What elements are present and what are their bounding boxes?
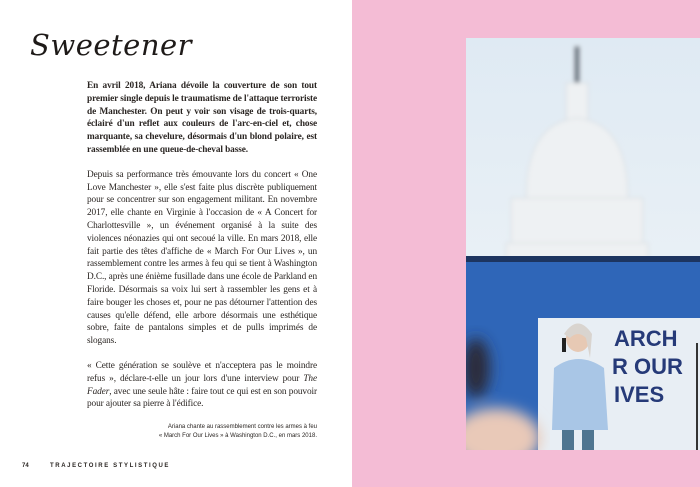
photo-caption [87, 423, 317, 441]
body-paragraph: Depuis sa performance très émouvante lors du concert « One Love Manchester », elle s'est faite plus discrète publiquement pour se concentrer sur son engagement militant. En novembre 2017, elle chante en Virginie à l'occasion de « A Concert for Charlottesville », un événement organisé à la suite des violences néonazies qui ont secoué la ville. En mars 2018, elle fait partie des têtes d'affiche de « March For Our Lives », un rassemblement contre les armes à feu qui se tient à Washington D.C., après une énième fusillade dans une école de Parkland en Floride. Désormais sa voix lui sert à rassembler les gens et à faire bouger les choses et, pour ne pas détourner l'attention des causes qu'elle défend, elle arbore désormais une esthétique sobre, faite de pantalons simples et de pulls imprimés de slogans. [87, 169, 317, 347]
quote-text-end: , avec une seule hâte : faire tout ce qui est en son pouvoir pour ajouter sa pierre à l'édifice. [87, 386, 317, 410]
page-number: 74 [22, 463, 29, 469]
sign-text: ARCH [614, 326, 678, 351]
caption-line: Ariana chante au rassemblement contre les armes à feu [167, 424, 317, 431]
concert-photo [466, 38, 700, 450]
quote-text: « Cette génération se soulève et n'acceptera pas le moindre refus », déclare-t-elle un jour lors d'une interview pour [87, 360, 317, 384]
magazine-name: The Fader [87, 373, 317, 397]
text-column [87, 80, 317, 441]
running-title: TRAJECTOIRE STYLISTIQUE [50, 463, 171, 469]
intro-paragraph: En avril 2018, Ariana dévoile la couverture de son tout premier single depuis le traumatisme de l'attaque terroriste de Manchester. On peut y voir son visage de trois-quarts, éclairé d'un reflet aux couleurs de l'arc-en-ciel et, chose marquante, sa chevelure, désormais d'un blond polaire, est rassemblée en une queue-de-cheval basse. [87, 81, 317, 155]
caption-line: « March For Our Lives » à Washington D.C., en mars 2018. [158, 433, 317, 440]
sign-text: IVES [614, 382, 665, 407]
quote-paragraph [87, 360, 317, 411]
sign-text: R OUR [612, 354, 683, 379]
chapter-title: Sweetener [30, 28, 193, 62]
